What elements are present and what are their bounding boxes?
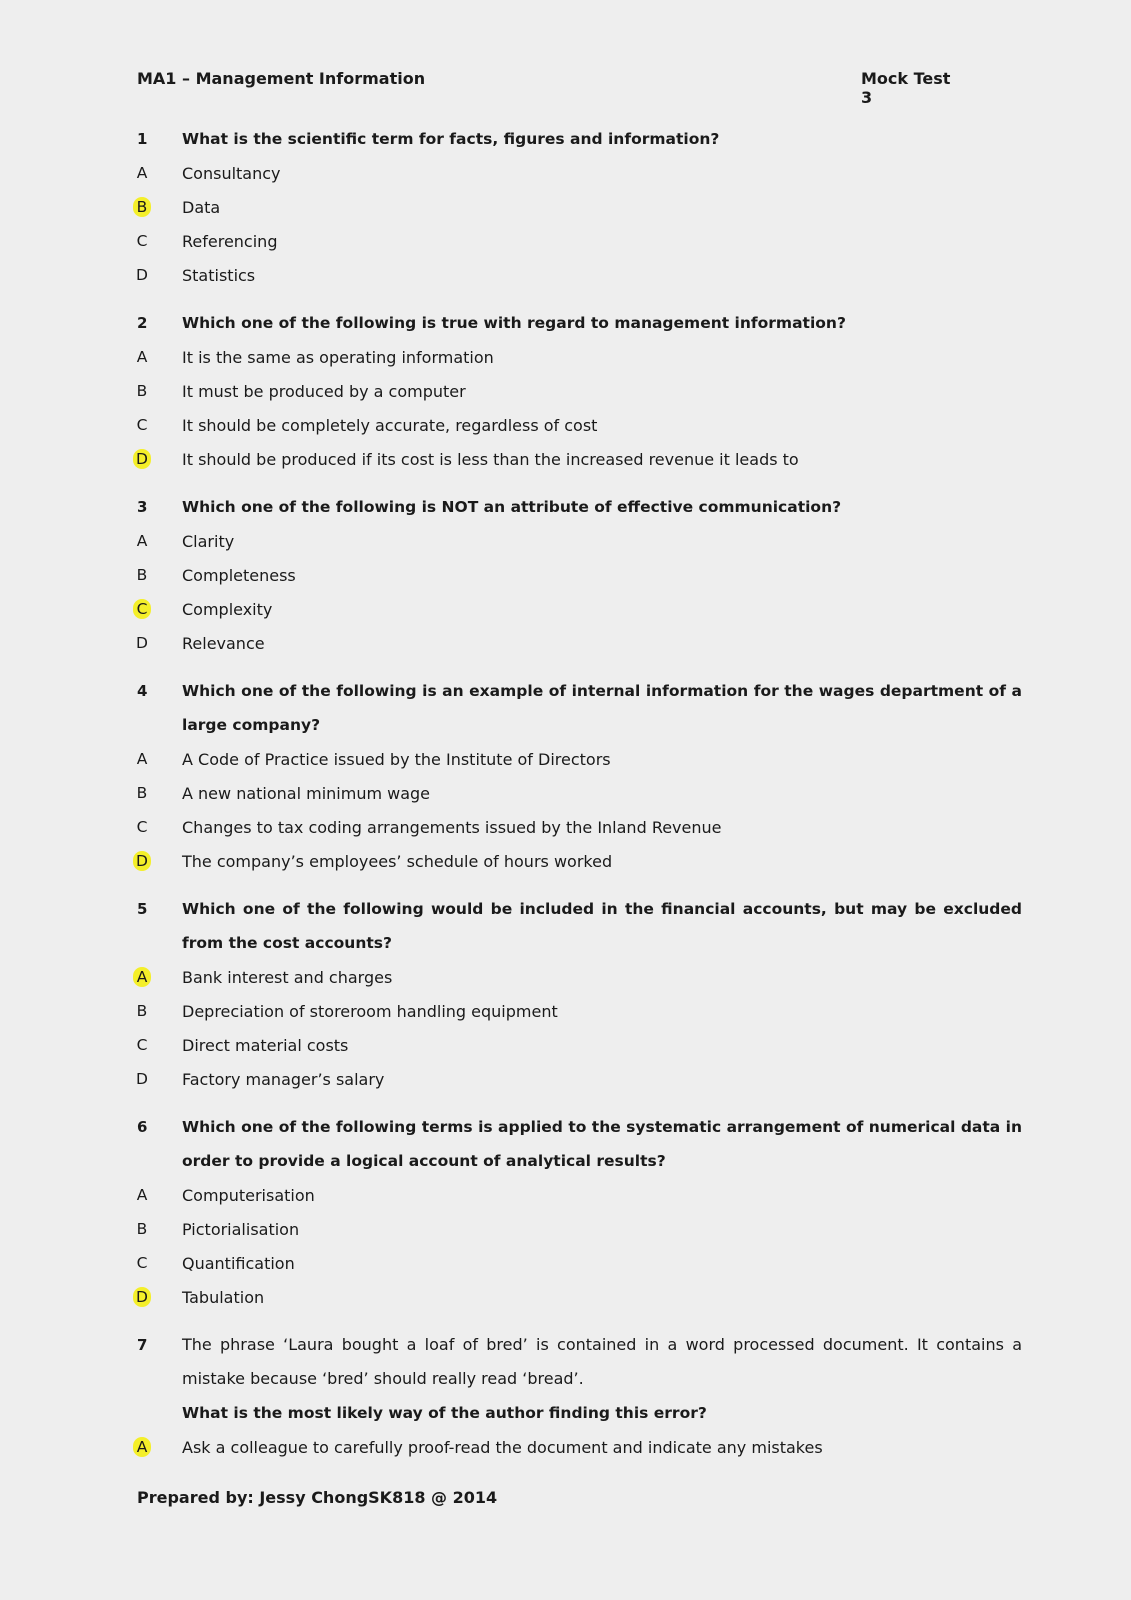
option-letter [137,415,182,435]
option-letter-label: D [136,1070,148,1088]
question-4 [137,674,1022,878]
option-text: The company’s employees’ schedule of hours worked [182,851,613,871]
question-number: 5 [137,900,148,918]
question-text: What is the scientific term for facts, figures and information? [182,130,720,148]
answer-highlight: A [133,1437,151,1457]
option-letter-label: C [136,1254,148,1272]
option-text: Clarity [182,531,235,551]
option-text: Relevance [182,633,265,653]
question-stem-row [137,1328,1022,1430]
answer-highlight: B [133,197,151,217]
option-letter-label: B [136,1002,148,1020]
option-text: It is the same as operating information [182,347,494,367]
option-letter [137,1069,182,1089]
option-row [137,1430,1022,1464]
option-letter [137,381,182,401]
question-7 [137,1328,1022,1464]
question-number: 4 [137,682,148,700]
option-letter-label: D [136,634,148,652]
question-stem-block [182,1328,1022,1430]
subject-title: MA1 – Management Information [137,69,426,88]
option-letter [137,449,182,469]
option-row [137,742,1022,776]
option-letter [137,967,182,987]
option-letter [137,817,182,837]
option-text: Pictorialisation [182,1219,300,1239]
question-stem-row [137,490,1022,524]
question-6 [137,1110,1022,1314]
option-text: Bank interest and charges [182,967,393,987]
question-number: 1 [137,130,148,148]
option-letter [137,197,182,217]
option-letter-label: C [136,232,148,250]
option-row [137,1062,1022,1096]
page-header [137,69,957,107]
option-row [137,224,1022,258]
option-letter-label: B [136,1220,148,1238]
option-row [137,1212,1022,1246]
option-text: Quantification [182,1253,295,1273]
option-row [137,844,1022,878]
option-row [137,592,1022,626]
option-letter [137,599,182,619]
answer-highlight: D [133,449,151,469]
option-row [137,374,1022,408]
option-letter-label: A [136,1186,148,1204]
answer-highlight: D [133,851,151,871]
option-row [137,626,1022,660]
option-letter-label: C [136,1036,148,1054]
option-letter [137,1437,182,1457]
option-text: It must be produced by a computer [182,381,466,401]
option-text: A new national minimum wage [182,783,431,803]
option-text: It should be completely accurate, regardless of cost [182,415,598,435]
question-text: Which one of the following would be included in the financial accounts, but may be excluded from the cost accounts? [182,900,1022,952]
question-number: 3 [137,498,148,516]
option-letter [137,1185,182,1205]
option-text: Consultancy [182,163,281,183]
option-letter [137,531,182,551]
option-letter-label: B [136,784,148,802]
option-text: It should be produced if its cost is less than the increased revenue it leads to [182,449,799,469]
option-row [137,810,1022,844]
option-row [137,1280,1022,1314]
option-row [137,190,1022,224]
option-row [137,776,1022,810]
option-letter [137,1219,182,1239]
option-letter-label: A [136,532,148,550]
question-list [137,122,1022,1478]
question-text: Which one of the following is true with regard to management information? [182,314,846,332]
option-text: Data [182,197,221,217]
option-letter-label: A [136,164,148,182]
option-letter [137,1253,182,1273]
option-text: Statistics [182,265,256,285]
option-letter [137,633,182,653]
option-text: Complexity [182,599,273,619]
option-letter [137,1001,182,1021]
option-letter [137,265,182,285]
option-letter-label: D [136,266,148,284]
question-number: 7 [137,1336,148,1354]
question-stem-row [137,674,1022,742]
option-text: Ask a colleague to carefully proof-read the document and indicate any mistakes [182,1437,823,1457]
question-5 [137,892,1022,1096]
question-text: Which one of the following is NOT an attribute of effective communication? [182,498,842,516]
option-row [137,156,1022,190]
test-title: Mock Test 3 [861,69,951,107]
option-letter-label: B [136,382,148,400]
option-text: Tabulation [182,1287,265,1307]
option-text: Changes to tax coding arrangements issued by the Inland Revenue [182,817,722,837]
option-row [137,994,1022,1028]
question-1 [137,122,1022,292]
question-stem-row [137,306,1022,340]
question-2 [137,306,1022,476]
option-text: Referencing [182,231,278,251]
option-row [137,558,1022,592]
question-stem-row [137,892,1022,960]
option-text: A Code of Practice issued by the Institute of Directors [182,749,611,769]
option-row [137,960,1022,994]
option-letter-label: C [136,416,148,434]
option-row [137,258,1022,292]
option-letter [137,783,182,803]
answer-highlight: D [133,1287,151,1307]
option-row [137,1246,1022,1280]
question-text: Which one of the following terms is applied to the systematic arrangement of numerical data in order to provide a logical account of analytical results? [182,1118,1022,1170]
option-letter-label: A [136,348,148,366]
question-stem-row [137,122,1022,156]
question-intro: The phrase ‘Laura bought a loaf of bred’ is contained in a word processed document. It contains a mistake because ‘bred’ should really read ‘bread’. [182,1335,1022,1388]
option-letter-label: B [136,566,148,584]
option-letter-label: A [136,750,148,768]
answer-highlight: A [133,967,151,987]
option-letter [137,231,182,251]
option-text: Depreciation of storeroom handling equipment [182,1001,558,1021]
option-letter [137,851,182,871]
option-text: Direct material costs [182,1035,349,1055]
question-text: Which one of the following is an example of internal information for the wages department of a large company? [182,682,1022,734]
option-letter [137,1287,182,1307]
question-3 [137,490,1022,660]
option-row [137,524,1022,558]
question-stem-row [137,1110,1022,1178]
option-letter [137,565,182,585]
option-letter [137,347,182,367]
option-text: Factory manager’s salary [182,1069,385,1089]
option-text: Computerisation [182,1185,315,1205]
option-row [137,340,1022,374]
question-number: 6 [137,1118,148,1136]
option-letter-label: C [136,818,148,836]
option-letter [137,163,182,183]
question-text: What is the most likely way of the author finding this error? [182,1404,707,1422]
answer-highlight: C [133,599,151,619]
option-letter [137,749,182,769]
option-row [137,1028,1022,1062]
option-row [137,442,1022,476]
question-number: 2 [137,314,148,332]
option-row [137,1178,1022,1212]
option-text: Completeness [182,565,296,585]
option-letter [137,1035,182,1055]
option-row [137,408,1022,442]
footer-credit: Prepared by: Jessy ChongSK818 @ 2014 [137,1488,498,1507]
